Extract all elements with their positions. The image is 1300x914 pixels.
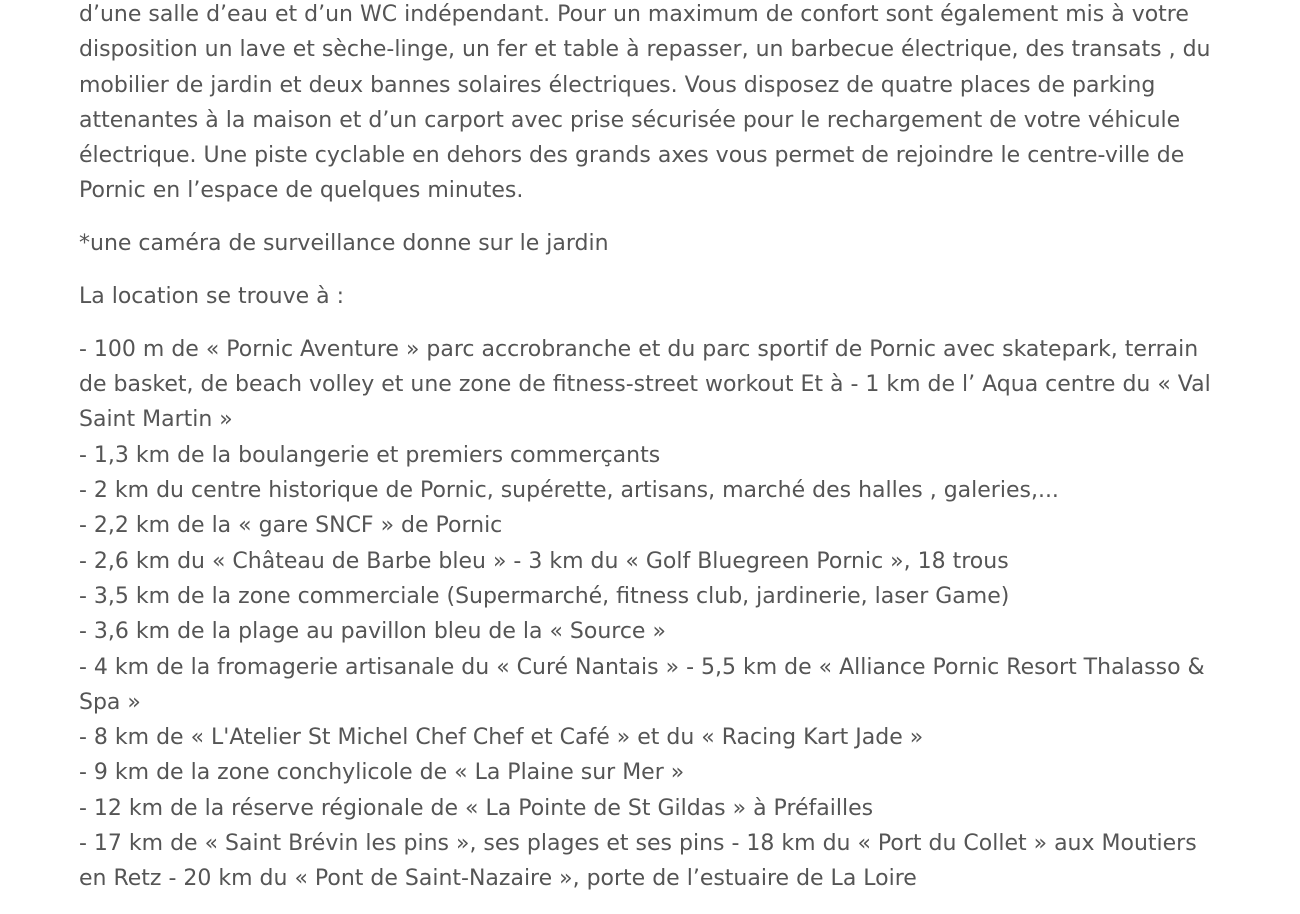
distance-list <box>79 332 1219 897</box>
list-item: Spa » <box>79 689 141 715</box>
text-line: d’une salle d’eau et d’un WC indépendant. Pour un maximum de confort sont également mis à votre <box>79 2 1189 27</box>
list-item: - 2,6 km du « Château de Barbe bleu » - 3 km du « Golf Bluegreen Pornic », 18 trous <box>79 548 1009 574</box>
list-item: - 2,2 km de la « gare SNCF » de Pornic <box>79 513 503 539</box>
list-item: - 17 km de « Saint Brévin les pins », ses plages et ses pins - 18 km du « Port du Collet » aux Moutiers <box>79 831 1197 857</box>
text-line: attenantes à la maison et d’un carport avec prise sécurisée pour le rechargement de votre véhicule <box>79 107 1181 133</box>
list-item: - 2 km du centre historique de Pornic, supérette, artisans, marché des halles , galeries,... <box>79 478 1059 504</box>
text-line: électrique. Une piste cyclable en dehors des grands axes vous permet de rejoindre le centre-ville de <box>79 143 1185 169</box>
list-item: Saint Martin » <box>79 407 233 433</box>
list-item: - 3,5 km de la zone commerciale (Supermarché, fitness club, jardinerie, laser Game) <box>79 583 1010 609</box>
list-item: - 8 km de « L'Atelier St Michel Chef Chef et Café » et du « Racing Kart Jade » <box>79 725 924 751</box>
list-item: - 100 m de « Pornic Aventure » parc accrobranche et du parc sportif de Pornic avec skatepark, terrain <box>79 336 1199 362</box>
list-item: - 12 km de la réserve régionale de « La Pointe de St Gildas » à Préfailles <box>79 795 874 821</box>
list-item: de basket, de beach volley et une zone de fitness-street workout Et à - 1 km de l’ Aqua centre du « Val <box>79 372 1211 398</box>
list-item: - 4 km de la fromagerie artisanale du « Curé Nantais » - 5,5 km de « Alliance Pornic Resort Thalasso & <box>79 654 1205 680</box>
camera-note: *une caméra de surveillance donne sur le jardin <box>79 231 609 257</box>
list-item: - 9 km de la zone conchylicole de « La Plaine sur Mer » <box>79 760 685 786</box>
text-line: disposition un lave et sèche-linge, un fer et table à repasser, un barbecue électrique, des transats , du <box>79 37 1211 63</box>
location-heading: La location se trouve à : <box>79 284 345 310</box>
text-line: Pornic en l’espace de quelques minutes. <box>79 178 524 204</box>
description-content <box>79 0 1219 914</box>
text-line: mobilier de jardin et deux bannes solaires électriques. Vous disposez de quatre places de parking <box>79 72 1156 98</box>
list-item: en Retz - 20 km du « Pont de Saint-Nazaire », porte de l’estuaire de La Loire <box>79 866 917 892</box>
list-item: - 1,3 km de la boulangerie et premiers commerçants <box>79 442 661 468</box>
intro-paragraph <box>79 0 1219 209</box>
list-item: - 3,6 km de la plage au pavillon bleu de la « Source » <box>79 619 666 645</box>
